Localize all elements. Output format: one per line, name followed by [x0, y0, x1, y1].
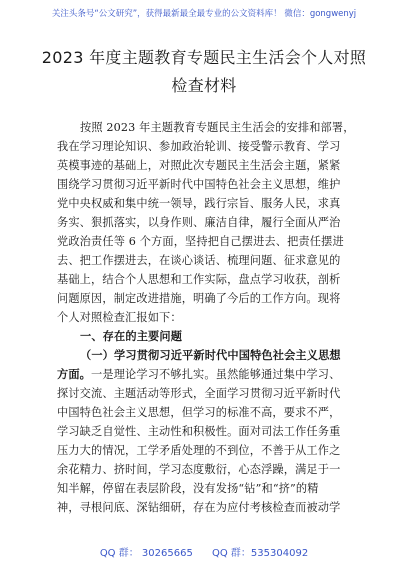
paragraph-line: 党政治责任等 6 个方面，坚持把自己摆进去、把责任摆进	[57, 235, 344, 248]
paragraph-line: 中国特色社会主义思想，但学习的标准不高，要求不严，	[57, 406, 341, 419]
paragraph-line: 探讨交流、主题活动等形式，全面学习贯彻习近平新时代	[57, 387, 341, 400]
paragraph-line: 神，寻根问底、深钻细研，存在为应付考核检查而被动学	[57, 501, 341, 514]
paragraph-line: 英模事迹的基础上，对照此次专题民主生活会主题，紧紧	[57, 159, 341, 172]
document-body	[57, 118, 357, 517]
paragraph-line: 按照 2023 年主题教育专题民主生活会的安排和部署，	[80, 121, 355, 134]
footer	[0, 544, 408, 559]
paragraph-line: 个人对照检查汇报如下：	[57, 311, 182, 324]
footer-qq-group-1: QQ 群： 30265665	[99, 548, 193, 559]
subsection-heading: （一）学习贯彻习近平新时代中国特色社会主义思想	[80, 349, 341, 362]
subsection-heading-end: 方面。	[57, 368, 92, 381]
paragraph-line: 围绕学习贯彻习近平新时代中国特色社会主义思想，维护	[57, 178, 341, 191]
header-banner: 关注头条号“公文研究”，获得最新最全最专业的公文资料库！ 微信：gongwenyj	[51, 9, 357, 19]
document-title	[40, 44, 368, 100]
paragraph-line: 党中央权威和集中统一领导，践行宗旨、服务人民，求真	[57, 197, 341, 210]
subsection-first-line	[57, 365, 357, 384]
paragraph-line: 余花精力、挤时间，学习态度敷衍，心态浮躁，满足于一	[57, 463, 341, 476]
paragraph-line: 务实、狠抓落实，以身作则、廉洁自律，履行全面从严治	[57, 216, 341, 229]
paragraph-line: 知半解，停留在表层阶段，没有发扬“钻”和“挤”的精	[57, 482, 319, 495]
paragraph-line: 学习缺乏自觉性、主动性和积极性。面对司法工作任务重	[57, 425, 341, 438]
paragraph-line: 问题原因，制定改进措施，明确了今后的工作方向。现将	[57, 292, 341, 305]
paragraph-text: 一是理论学习不够扎实。虽然能够通过集中学习、	[91, 368, 341, 381]
paragraph-line: 去、把工作摆进去，在谈心谈话、梳理问题、征求意见的	[57, 254, 341, 267]
title-line-1: 2023 年度主题教育专题民主生活会个人对照	[41, 48, 367, 67]
title-line-2: 检查材料	[171, 76, 237, 95]
footer-qq-group-2: QQ 群：535304092	[212, 548, 309, 559]
paragraph-line: 我在学习理论知识、参加政治轮训、接受警示教育、学习	[57, 140, 341, 153]
paragraph-line: 基础上，结合个人思想和工作实际，盘点学习收获，剖析	[57, 273, 341, 286]
paragraph-line: 压力大的情况，工学矛盾处理的不到位，不善于从工作之	[57, 444, 341, 457]
section-heading: 一、存在的主要问题	[80, 330, 183, 343]
